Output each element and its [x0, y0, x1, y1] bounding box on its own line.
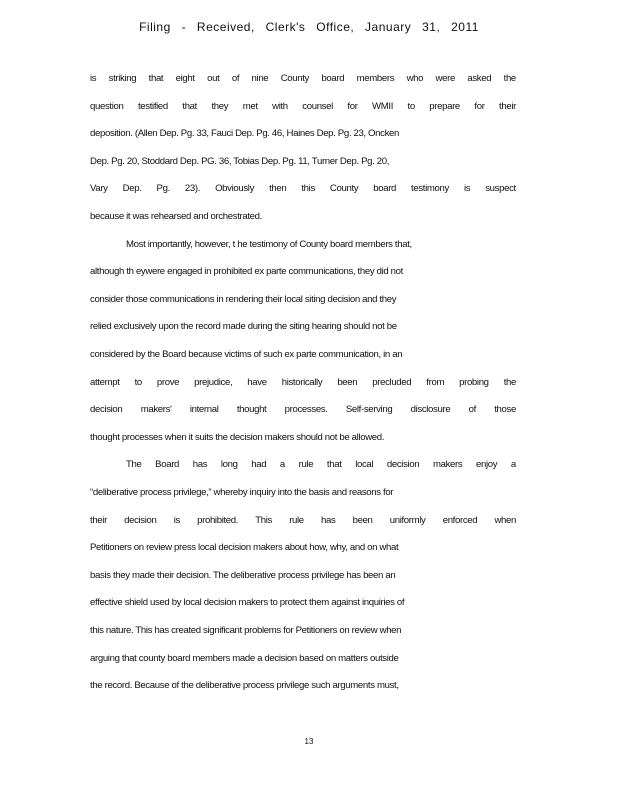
text-line: arguing that county board members made a decision based on matters outside	[90, 652, 399, 664]
text-line: Most importantly, however, t he testimony of County board members that,	[126, 238, 412, 250]
text-line: this nature. This has created significant problems for Petitioners on review when	[90, 625, 402, 636]
filing-header: Filing - Received, Clerk's Office, January 31, 2011	[139, 20, 479, 34]
text-line: decision makers' internal thought processes. Self-serving disclosure of those	[90, 404, 516, 416]
text-line: Vary Dep. Pg. 23). Obviously then this County board testimony is suspect	[90, 183, 516, 195]
text-line: although th eywere engaged in prohibited ex parte communications, they did not	[90, 266, 403, 278]
text-line: The Board has long had a rule that local decision makers enjoy a	[126, 459, 516, 471]
text-line: the record. Because of the deliberative process privilege such arguments must,	[90, 680, 399, 692]
text-line: effective shield used by local decision makers to protect them against inquiries of	[90, 597, 405, 609]
text-line: is striking that eight out of nine County board members who were asked the	[90, 73, 516, 84]
text-line: Petitioners on review press local decision makers about how, why, and on what	[90, 542, 399, 554]
text-line: basis they made their decision. The deliberative process privilege has been an	[90, 569, 396, 581]
text-line: consider those communications in rendering their local siting decision and they	[90, 293, 397, 305]
text-line: considered by the Board because victims of such ex parte communication, in an	[90, 349, 403, 360]
text-line: “deliberative process privilege,” whereby inquiry into the basis and reasons for	[90, 487, 394, 498]
text-line: their decision is prohibited. This rule has been uniformly enforced when	[90, 514, 516, 526]
text-line: question testified that they met with counsel for WMII to prepare for their	[90, 100, 516, 112]
text-line: Dep. Pg. 20, Stoddard Dep. PG. 36, Tobias Dep. Pg. 11, Turner Dep. Pg. 20,	[90, 155, 390, 167]
text-line: relied exclusively upon the record made during the siting hearing should not be	[90, 321, 397, 333]
page-number: 13	[304, 737, 314, 746]
text-line: thought processes when it suits the decision makers should not be allowed.	[90, 431, 385, 443]
text-line: because it was rehearsed and orchestrated.	[90, 211, 262, 222]
text-line: deposition. (Allen Dep. Pg. 33, Fauci Dep. Pg. 46, Haines Dep. Pg. 23, Oncken	[90, 128, 400, 140]
text-line: attempt to prove prejudice, have historically been precluded from probing the	[90, 376, 516, 388]
